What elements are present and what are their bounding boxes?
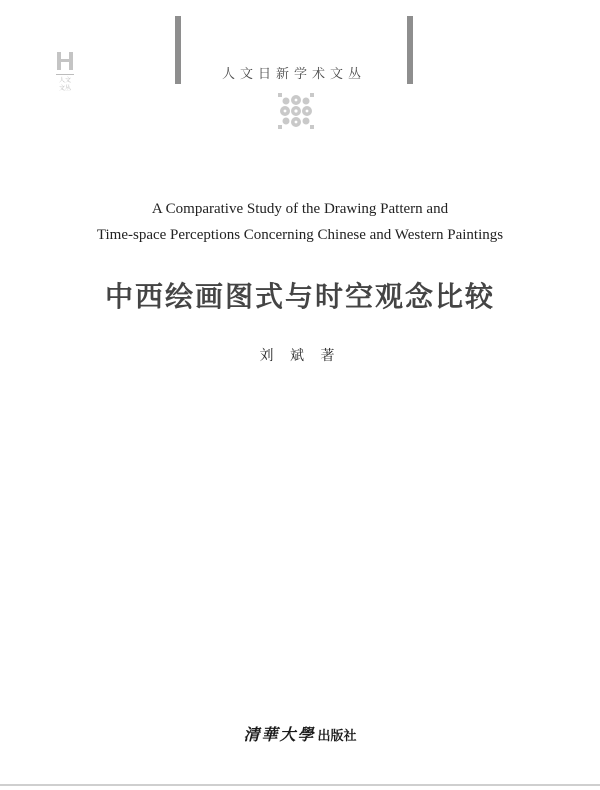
english-title-line-2: Time-space Perceptions Concerning Chinese and Western Paintings [96,227,504,243]
publisher-suffix: 出版社 [317,729,357,744]
h-letter-icon [54,50,76,72]
lattice-flower-ornament-icon [276,91,316,131]
english-title-line-1: A Comparative Study of the Drawing Pattern and [151,201,449,217]
publisher-brand: 清華大學 [243,725,316,744]
logo-small-text-2: 文丛 [58,85,71,92]
series-name: 人文日新学术文丛 [221,67,366,82]
series-logo [52,50,78,100]
publisher [0,722,600,745]
chinese-title: 中西绘画图式与时空观念比较 [104,280,495,313]
logo-small-text-1: 人文 [58,77,71,84]
logo-divider [56,74,74,75]
header-bar-right [407,16,413,84]
author-name: 刘 斌 著 [259,348,341,364]
bottom-rule [0,784,600,786]
